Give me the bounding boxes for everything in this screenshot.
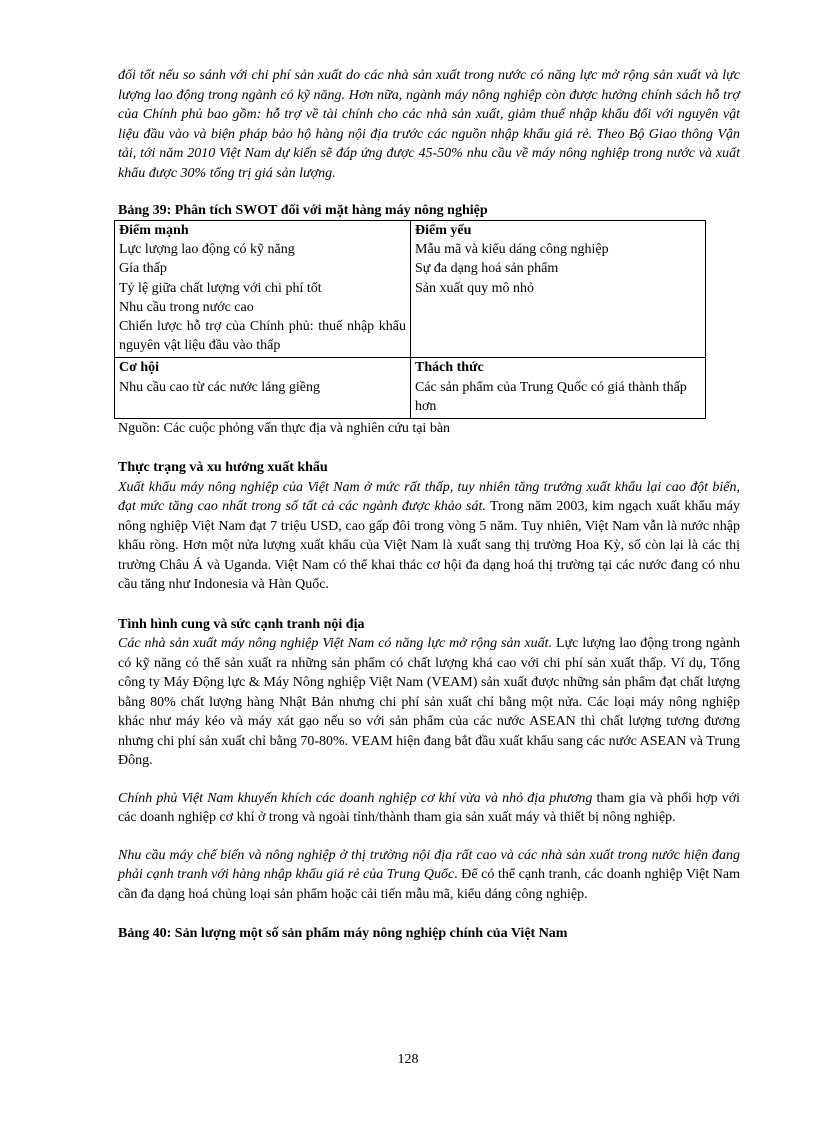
export-italic-lead: Xuất khẩu máy nông nghiệp của Việt Nam ở mức rất thấp, tuy nhiên tăng trưởng xuất khẩu lại cao đột biến, đạt mức tăng cao nhất trong số tất cả các ngành được khảo sát. — [118, 479, 740, 515]
export-section-title: Thực trạng và xu hướng xuất khẩu — [118, 460, 328, 476]
domestic-p1-body: Lực lượng lao động trong ngành có kỹ năng có thể sản xuất ra những sản phẩm có chất lượng khá cao với chi phí sản xuất thấp. Ví dụ, Tổng công ty Máy Động lực & Máy Nông nghiệp Việt Nam (VEAM) sản xuất được những sản phẩm đạt chất lượng bằng 80% chất lượng hàng Nhật Bản nhưng chi phí sản xuất chỉ bằng một nửa. Các loại máy nông nghiệp khác như máy kéo và máy xát gạo nếu so với sản phẩm của các nước ASEAN thì chất lượng tương đương nhưng chi phí sản xuất chỉ bằng 70-80%. VEAM hiện đang bắt đầu xuất khẩu sang các nước ASEAN và Trung Đông. — [118, 636, 740, 769]
domestic-paragraph-1 — [118, 634, 740, 771]
document-page — [118, 66, 740, 944]
swot-row-bottom — [115, 358, 706, 419]
strength-item: Tỷ lệ giữa chất lượng với chi phí tốt — [119, 280, 322, 296]
domestic-paragraph-2 — [118, 789, 740, 828]
opportunities-title: Cơ hội — [119, 360, 160, 376]
opportunities-cell — [115, 358, 411, 419]
domestic-p1-italic: Các nhà sản xuất máy nông nghiệp Việt Nam có năng lực mở rộng sản xuất. — [118, 636, 553, 652]
opportunity-item: Nhu cầu cao từ các nước láng giềng — [119, 379, 320, 395]
weaknesses-cell — [411, 221, 706, 358]
weakness-item: Sự đa dạng hoá sản phẩm — [415, 261, 559, 277]
domestic-p2-italic: Chính phủ Việt Nam khuyến khích các doanh nghiệp cơ khí vừa và nhỏ địa phương — [118, 790, 593, 806]
page-number: 128 — [397, 1052, 419, 1067]
domestic-paragraph-3 — [118, 846, 740, 905]
domestic-p2-body: tham gia và phối hợp với các doanh nghiệp cơ khí ở trong và ngoài tỉnh/thành tham gia sản xuất máy và thiết bị nông nghiệp. — [118, 790, 740, 826]
strengths-cell — [115, 221, 411, 358]
table40-caption: Bảng 40: Sản lượng một số sản phẩm máy nông nghiệp chính của Việt Nam — [118, 926, 568, 942]
threats-cell — [411, 358, 706, 419]
table39-source: Nguồn: Các cuộc phỏng vấn thực địa và nghiên cứu tại bàn — [118, 421, 451, 437]
domestic-p3-body: . Để có thể cạnh tranh, các doanh nghiệp Việt Nam cần đa dạng hoá chủng loại sản phẩm hoặc cải tiến mẫu mã, kiểu dáng công nghiệp. — [118, 867, 740, 902]
strength-item: Gía thấp — [119, 261, 167, 277]
export-body: Trong năm 2003, kim ngạch xuất khẩu máy nông nghiệp Việt Nam đạt 7 triệu USD, cao gấp đôi trong vòng 5 năm. Tuy nhiên, Việt Nam vẫn là nước nhập khẩu ròng. Hơn một nửa lượng xuất khẩu của Việt Nam là xuất sang thị trường Hoa Kỳ, số còn lại là các thị trường Châu Á và Uganda. Việt Nam có thể khai thác cơ hội đa dạng hoá thị trường tại các nước đang có nhu cầu tăng như Indonesia và Hàn Quốc. — [118, 499, 740, 593]
weakness-item: Sản xuất quy mô nhỏ — [415, 280, 534, 296]
weakness-item: Mẫu mã và kiểu dáng công nghiệp — [415, 242, 609, 258]
strength-item: Nhu cầu trong nước cao — [119, 299, 254, 315]
table39-caption: Bảng 39: Phân tích SWOT đối với mặt hàng máy nông nghiệp — [118, 203, 488, 218]
domestic-p3-italic: Nhu cầu máy chế biến và nông nghiệp ở thị trường nội địa rất cao và các nhà sản xuất trong nước hiện đang phải cạnh tranh với hàng nhập khẩu giá rẻ của Trung Quốc — [118, 847, 740, 883]
swot-table — [114, 220, 706, 419]
domestic-section-title: Tình hình cung và sức cạnh tranh nội địa — [118, 616, 365, 632]
export-paragraph — [118, 478, 740, 595]
strength-item: Lực lượng lao động có kỹ năng — [119, 242, 295, 258]
intro-paragraph: đối tốt nếu so sánh với chi phí sản xuất do các nhà sản xuất trong nước có năng lực mở rộng sản xuất và lực lượng lao động trong ngành có kỹ năng. Hơn nữa, ngành máy nông nghiệp còn được hưởng chính sách hỗ trợ của Chính phủ bao gồm: hỗ trợ về tài chính cho các nhà sản xuất, giảm thuế nhập khẩu đối với nguyên vật liệu đầu vào và biện pháp bảo hộ hàng nội địa trước các nguồn nhập khẩu giá rẻ. Theo Bộ Giao thông Vận tải, tới năm 2010 Việt Nam dự kiến sẽ đáp ứng được 45-50% nhu cầu về máy nông nghiệp trong nước và xuất khẩu được 30% tổng trị giá sản lượng. — [118, 68, 740, 181]
strength-item: Chiến lược hỗ trợ của Chính phủ: thuế nhập khẩu nguyên vật liệu đầu vào thấp — [119, 319, 406, 354]
swot-row-top — [115, 221, 706, 358]
threats-title: Thách thức — [415, 360, 484, 376]
strengths-title: Điểm mạnh — [119, 223, 189, 238]
weaknesses-title: Điểm yếu — [415, 223, 472, 238]
threat-item: Các sản phẩm của Trung Quốc có giá thành thấp hơn — [415, 379, 687, 414]
